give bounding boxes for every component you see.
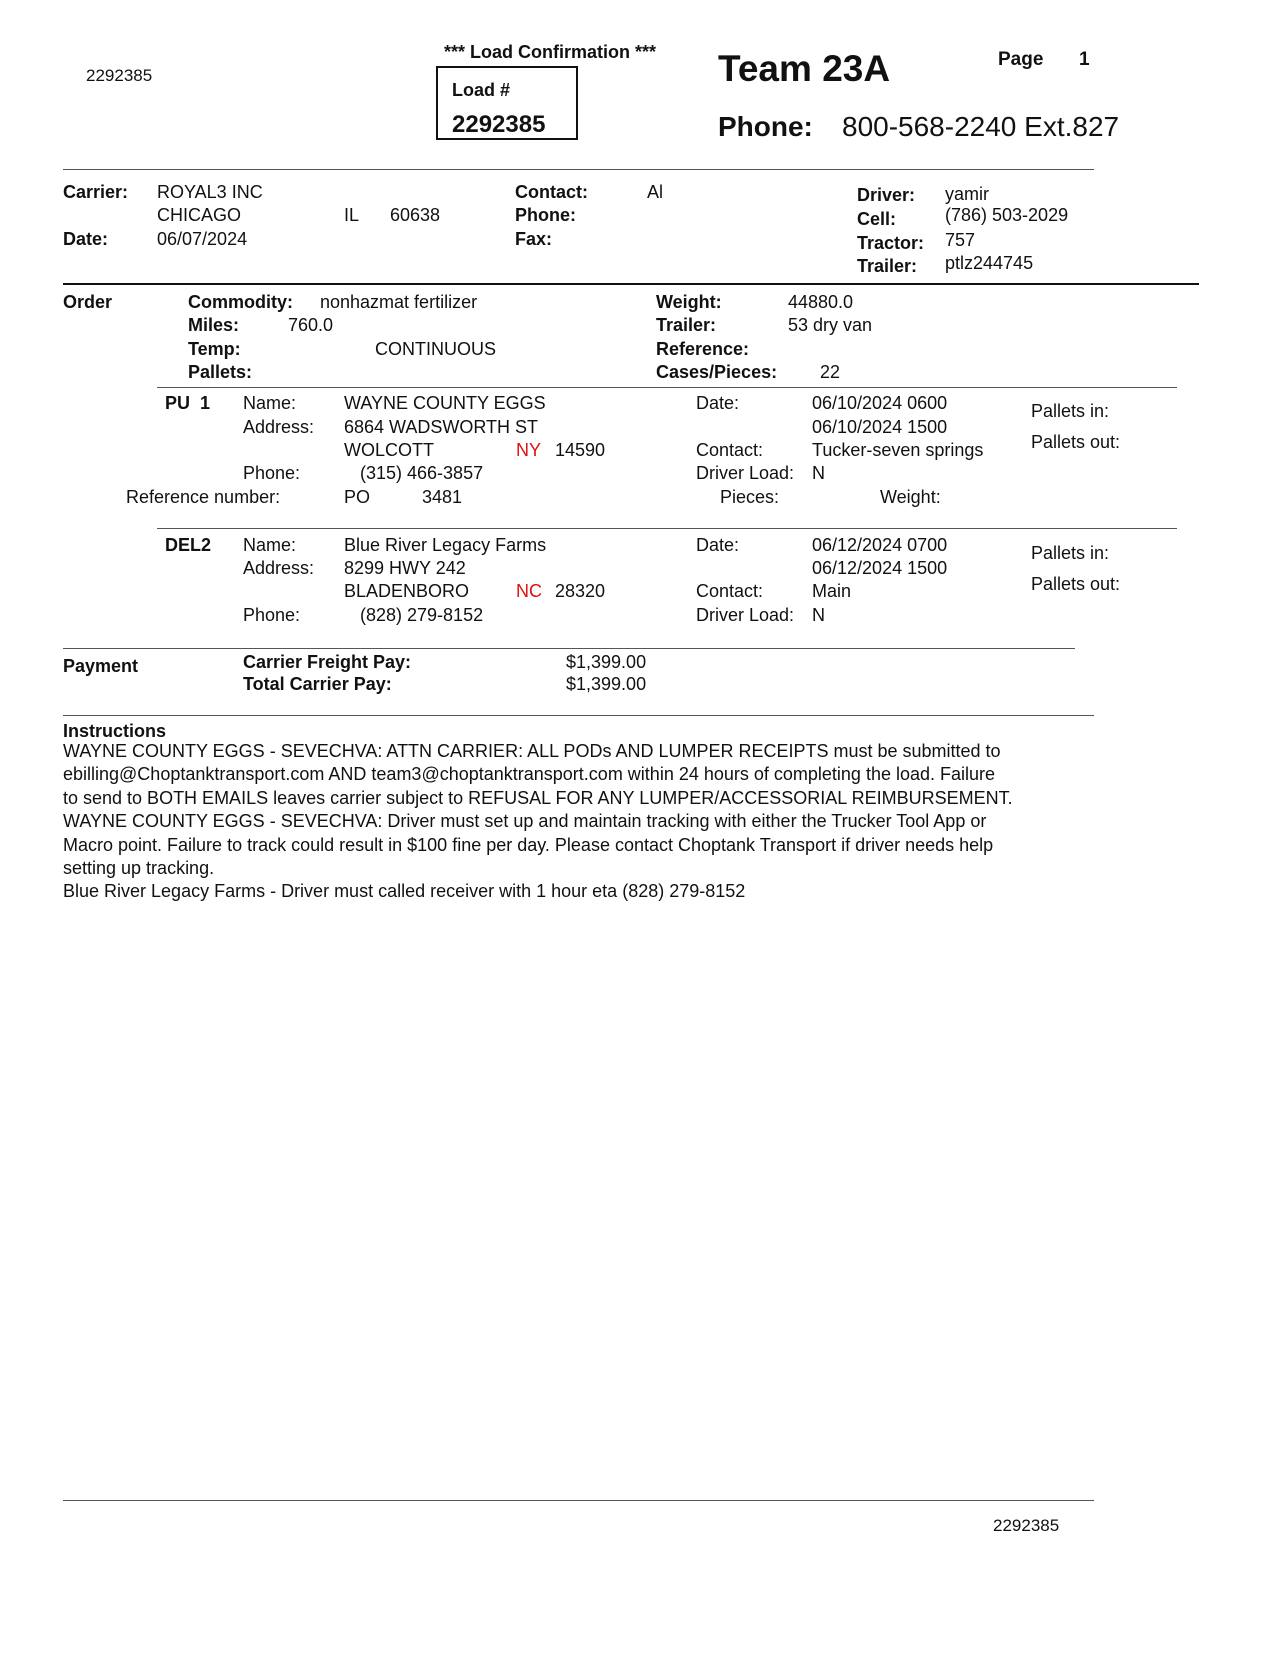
delivery-driver-load: N bbox=[812, 605, 825, 625]
instruction-line: WAYNE COUNTY EGGS - SEVECHVA: Driver must set up and maintain tracking with either the Trucker Tool App or bbox=[63, 811, 987, 832]
weight-value: 44880.0 bbox=[788, 292, 854, 312]
commodity-value: nonhazmat fertilizer bbox=[320, 292, 478, 312]
tractor-label: Tractor: bbox=[857, 233, 925, 253]
commodity-label: Commodity: bbox=[188, 292, 293, 312]
contact-value: Al bbox=[647, 182, 664, 202]
carrier-state: IL bbox=[344, 205, 360, 225]
freight-pay-label: Carrier Freight Pay: bbox=[243, 652, 412, 672]
delivery-contact-label: Contact: bbox=[696, 581, 764, 601]
miles-value: 760.0 bbox=[288, 315, 334, 335]
instruction-line: to send to BOTH EMAILS leaves carrier subject to REFUSAL FOR ANY LUMPER/ACCESSORIAL REIMBURSEMENT. bbox=[63, 787, 1013, 808]
delivery-stop-label: DEL2 bbox=[165, 535, 212, 555]
document-title: *** Load Confirmation *** bbox=[444, 42, 657, 62]
page-label: Page bbox=[998, 49, 1044, 70]
delivery-date-start: 06/12/2024 0700 bbox=[812, 535, 948, 555]
trailer-value: ptlz244745 bbox=[945, 253, 1034, 273]
fax-label: Fax: bbox=[515, 229, 553, 249]
order-label: Order bbox=[63, 292, 113, 312]
footer-load-code: 2292385 bbox=[993, 1516, 1060, 1535]
trailer-label: Trailer: bbox=[857, 256, 918, 276]
cell-label: Cell: bbox=[857, 209, 897, 229]
tractor-value: 757 bbox=[945, 230, 976, 250]
pickup-stop-label: PU 1 bbox=[165, 393, 211, 413]
pickup-driver-load-label: Driver Load: bbox=[696, 463, 795, 483]
phone-label: Phone: bbox=[718, 111, 813, 142]
divider bbox=[157, 528, 1177, 529]
delivery-address-label: Address: bbox=[243, 558, 315, 578]
delivery-name: Blue River Legacy Farms bbox=[344, 535, 547, 555]
order-trailer-value: 53 dry van bbox=[788, 315, 873, 335]
delivery-name-label: Name: bbox=[243, 535, 297, 555]
delivery-phone-label: Phone: bbox=[243, 605, 301, 625]
payment-label: Payment bbox=[63, 656, 139, 676]
carrier-label: Carrier: bbox=[63, 182, 129, 202]
footer-divider bbox=[63, 1500, 1094, 1501]
date-value: 06/07/2024 bbox=[157, 229, 248, 249]
header-load-code: 2292385 bbox=[86, 66, 153, 85]
pickup-date-label: Date: bbox=[696, 393, 740, 413]
pickup-phone-label: Phone: bbox=[243, 463, 301, 483]
load-number-label: Load # bbox=[452, 80, 511, 100]
pickup-date-end: 06/10/2024 1500 bbox=[812, 417, 948, 437]
instruction-line: WAYNE COUNTY EGGS - SEVECHVA: ATTN CARRIER: ALL PODs AND LUMPER RECEIPTS must be submitted to bbox=[63, 741, 1001, 761]
pickup-reference-type: PO bbox=[344, 487, 371, 507]
load-number: 2292385 bbox=[452, 111, 546, 138]
pickup-name: WAYNE COUNTY EGGS bbox=[344, 393, 546, 413]
pickup-pallets-out-label: Pallets out: bbox=[1031, 432, 1121, 452]
delivery-driver-load-label: Driver Load: bbox=[696, 605, 795, 625]
pickup-city: WOLCOTT bbox=[344, 440, 434, 460]
driver-label: Driver: bbox=[857, 185, 916, 205]
divider bbox=[63, 715, 1094, 716]
pickup-weight-label: Weight: bbox=[880, 487, 941, 507]
delivery-pallets-in-label: Pallets in: bbox=[1031, 543, 1110, 563]
delivery-pallets-out-label: Pallets out: bbox=[1031, 574, 1121, 594]
divider bbox=[63, 648, 1075, 649]
pickup-zip: 14590 bbox=[555, 440, 606, 460]
pickup-phone: (315) 466-3857 bbox=[360, 463, 484, 483]
pickup-name-label: Name: bbox=[243, 393, 297, 413]
pickup-date-start: 06/10/2024 0600 bbox=[812, 393, 948, 413]
pickup-driver-load: N bbox=[812, 463, 825, 483]
divider bbox=[157, 387, 1177, 388]
delivery-date-end: 06/12/2024 1500 bbox=[812, 558, 948, 578]
pickup-reference-value: 3481 bbox=[422, 487, 463, 507]
instruction-line: setting up tracking. bbox=[63, 858, 215, 879]
pickup-pieces-label: Pieces: bbox=[720, 487, 780, 507]
date-label: Date: bbox=[63, 229, 109, 249]
instruction-line: Macro point. Failure to track could result in $100 fine per day. Please contact Choptank Transport if driver needs help bbox=[63, 834, 994, 855]
order-trailer-label: Trailer: bbox=[656, 315, 717, 335]
carrier-city: CHICAGO bbox=[157, 205, 242, 225]
reference-label: Reference: bbox=[656, 339, 750, 359]
cases-value: 22 bbox=[820, 362, 841, 382]
instructions-text bbox=[63, 740, 1063, 904]
instruction-line: ebilling@Choptanktransport.com AND team3@choptanktransport.com within 24 hours of completing the load. Failure bbox=[63, 764, 996, 785]
pickup-address: 6864 WADSWORTH ST bbox=[344, 417, 539, 437]
pickup-reference-number-label: Reference number: bbox=[126, 487, 281, 507]
pallets-label: Pallets: bbox=[188, 362, 253, 382]
freight-pay-value: $1,399.00 bbox=[566, 652, 647, 672]
instruction-line: Blue River Legacy Farms - Driver must called receiver with 1 hour eta (828) 279-8152 bbox=[63, 881, 746, 902]
pickup-contact: Tucker-seven springs bbox=[812, 440, 984, 460]
total-pay-value: $1,399.00 bbox=[566, 674, 647, 694]
delivery-contact: Main bbox=[812, 581, 852, 601]
miles-label: Miles: bbox=[188, 315, 240, 335]
page-number: 1 bbox=[1079, 49, 1090, 70]
instructions-label: Instructions bbox=[63, 721, 167, 741]
delivery-zip: 28320 bbox=[555, 581, 606, 601]
temp-value: CONTINUOUS bbox=[375, 339, 496, 359]
delivery-address: 8299 HWY 242 bbox=[344, 558, 466, 578]
phone-value: 800-568-2240 Ext.827 bbox=[842, 111, 1120, 142]
team-name: Team 23A bbox=[718, 48, 891, 89]
delivery-date-label: Date: bbox=[696, 535, 740, 555]
delivery-state: NC bbox=[516, 581, 542, 601]
carrier-zip: 60638 bbox=[390, 205, 441, 225]
driver-value: yamir bbox=[945, 184, 989, 204]
section-divider bbox=[63, 283, 1199, 285]
divider bbox=[63, 169, 1094, 170]
delivery-city: BLADENBORO bbox=[344, 581, 470, 601]
contact-label: Contact: bbox=[515, 182, 588, 202]
pickup-pallets-in-label: Pallets in: bbox=[1031, 401, 1110, 421]
weight-label: Weight: bbox=[656, 292, 722, 312]
pickup-contact-label: Contact: bbox=[696, 440, 764, 460]
carrier-phone-label: Phone: bbox=[515, 205, 576, 225]
temp-label: Temp: bbox=[188, 339, 241, 359]
cases-label: Cases/Pieces: bbox=[656, 362, 778, 382]
total-pay-label: Total Carrier Pay: bbox=[243, 674, 392, 694]
carrier-name: ROYAL3 INC bbox=[157, 182, 263, 202]
pickup-state: NY bbox=[516, 440, 542, 460]
delivery-phone: (828) 279-8152 bbox=[360, 605, 484, 625]
pickup-address-label: Address: bbox=[243, 417, 315, 437]
cell-value: (786) 503-2029 bbox=[945, 205, 1069, 225]
